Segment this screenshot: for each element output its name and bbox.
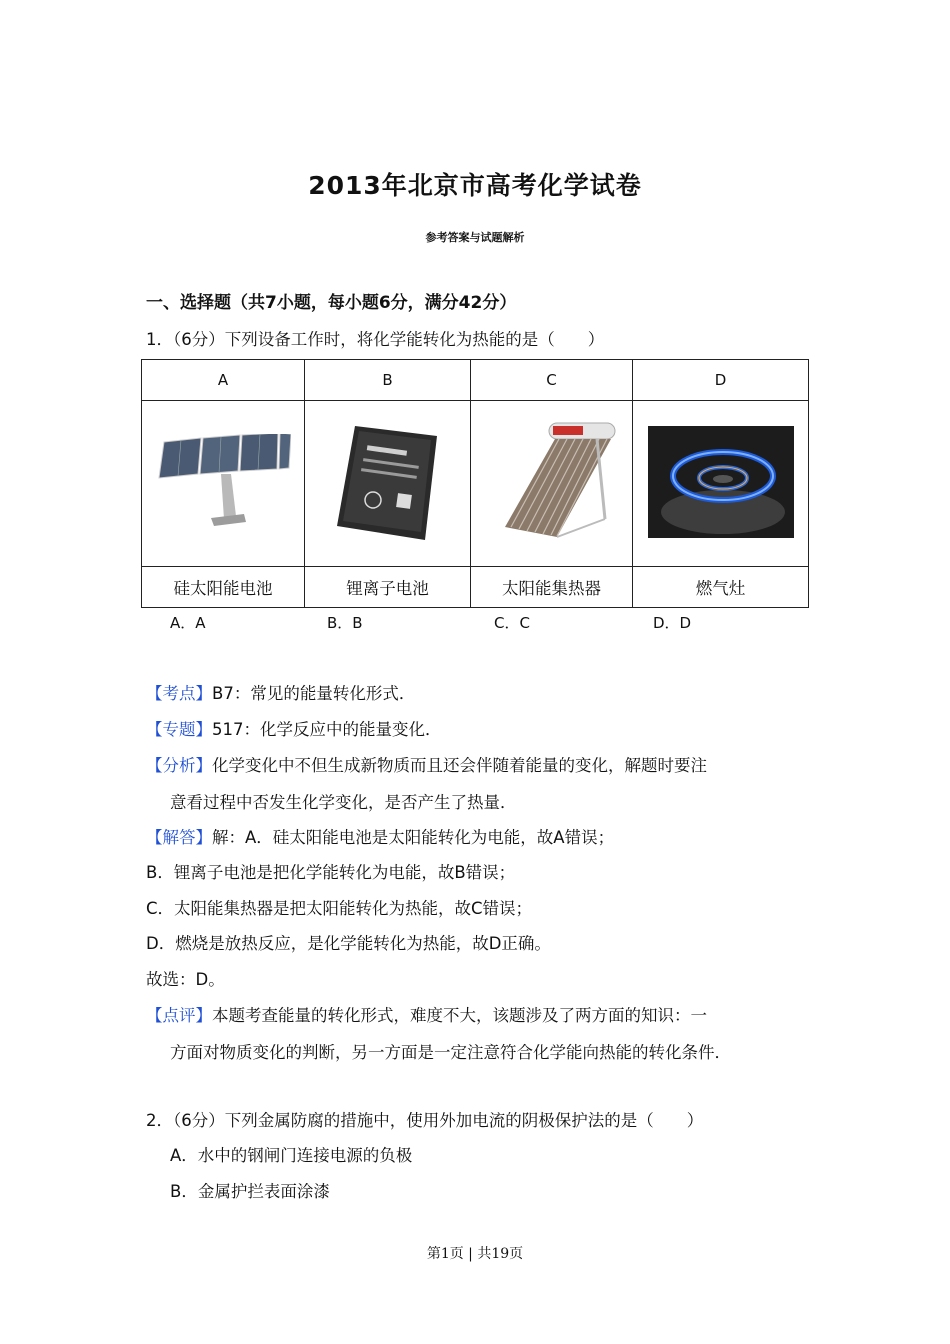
page-footer: 第1页 | 共19页	[426, 1246, 524, 1262]
kaodian-line	[146, 680, 415, 704]
table-cell-image-c	[471, 401, 633, 567]
option-c: C．C	[494, 614, 530, 632]
question-1-stem: 1．（6分）下列设备工作时，将化学能转化为热能的是（ ）	[146, 330, 605, 349]
kaodian-tag: 【考点】	[146, 684, 212, 703]
kaodian-text: B7：常见的能量转化形式．	[212, 684, 416, 703]
table-header-b: B	[305, 360, 471, 401]
dianping-line	[146, 1002, 707, 1026]
dianping-text-1: 本题考查能量的转化形式，难度不大，该题涉及了两方面的知识：一	[212, 1006, 707, 1025]
table-name-d: 燃气灶	[633, 567, 809, 608]
table-name-a: 硅太阳能电池	[142, 567, 305, 608]
fenxi-line	[146, 752, 707, 776]
table-name-b: 锂离子电池	[305, 567, 471, 608]
jieda-text-3: C．太阳能集热器是把太阳能转化为热能，故C错误；	[146, 899, 533, 918]
jieda-tag: 【解答】	[146, 828, 212, 847]
section-heading: 一、选择题（共7小题，每小题6分，满分42分）	[146, 293, 517, 313]
zhuanti-line	[146, 716, 442, 740]
answer-line: 故选：D。	[146, 970, 225, 989]
table-cell-image-d	[633, 401, 809, 567]
question-2-option-a: A．水中的钢闸门连接电源的负极	[170, 1146, 413, 1165]
option-b: B．B	[327, 614, 363, 632]
table-header-d: D	[633, 360, 809, 401]
solar-water-heater-image	[487, 419, 617, 544]
lithium-battery-image	[333, 422, 443, 542]
question-2-stem: 2．（6分）下列金属防腐的措施中，使用外加电流的阴极保护法的是（ ）	[146, 1111, 704, 1130]
solar-panel-image	[156, 434, 291, 529]
question-2-option-b: B．金属护拦表面涂漆	[170, 1182, 330, 1201]
option-d: D．D	[653, 614, 692, 632]
table-header-c: C	[471, 360, 633, 401]
document-subtitle: 参考答案与试题解析	[425, 231, 525, 244]
dianping-text-2: 方面对物质变化的判断，另一方面是一定注意符合化学能向热能的转化条件．	[170, 1043, 731, 1062]
jieda-text-4: D．燃烧是放热反应，是化学能转化为热能，故D正确。	[146, 934, 551, 953]
jieda-line	[146, 824, 614, 848]
table-header-a: A	[142, 360, 305, 401]
fenxi-text-2: 意看过程中否发生化学变化，是否产生了热量．	[170, 793, 517, 812]
jieda-text-1: 解：A．硅太阳能电池是太阳能转化为电能，故A错误；	[212, 828, 615, 847]
zhuanti-text: 517：化学反应中的能量变化．	[212, 720, 442, 739]
dianping-tag: 【点评】	[146, 1006, 212, 1025]
option-a: A．A	[170, 614, 206, 632]
fenxi-tag: 【分析】	[146, 756, 212, 775]
jieda-text-2: B．锂离子电池是把化学能转化为电能，故B错误；	[146, 863, 516, 882]
fenxi-text-1: 化学变化中不但生成新物质而且还会伴随着能量的变化，解题时要注	[212, 756, 707, 775]
table-cell-image-a	[142, 401, 305, 567]
gas-stove-image	[648, 426, 794, 538]
zhuanti-tag: 【专题】	[146, 720, 212, 739]
table-name-c: 太阳能集热器	[471, 567, 633, 608]
question-1-table	[141, 359, 809, 608]
document-title: 2013年北京市高考化学试卷	[308, 171, 642, 200]
table-cell-image-b	[305, 401, 471, 567]
